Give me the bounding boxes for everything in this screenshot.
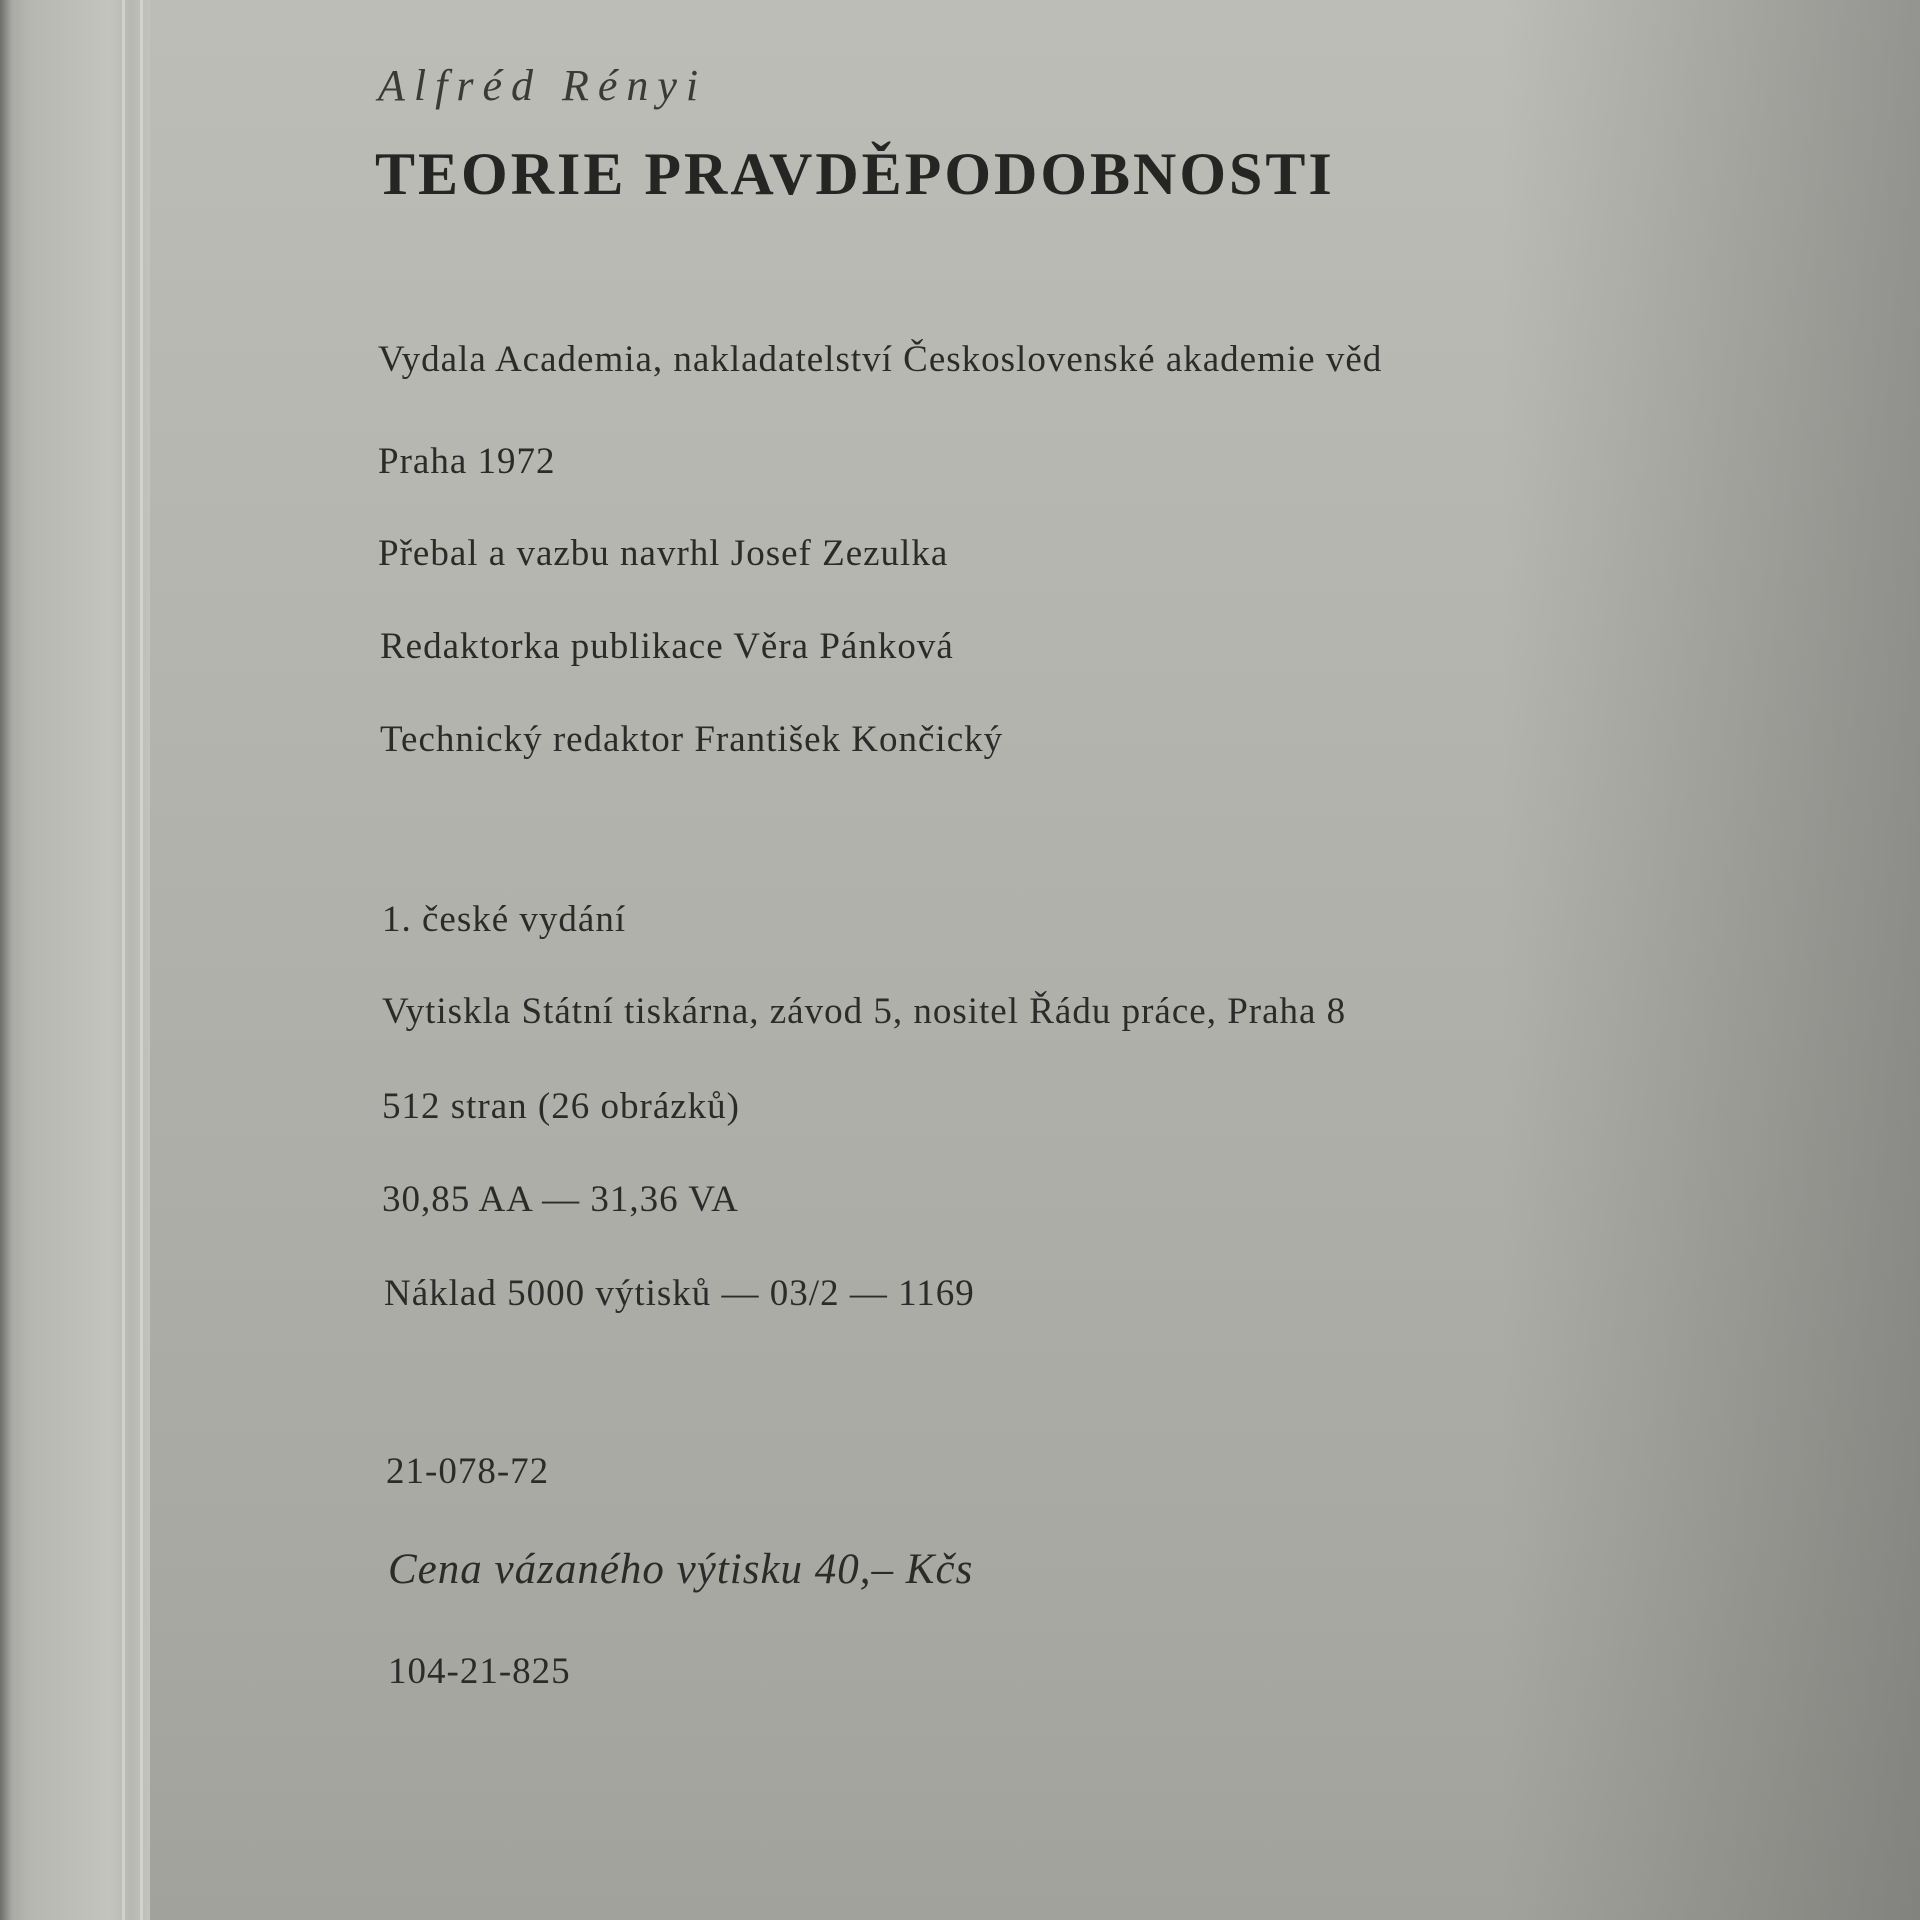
printer-line: Vytiskla Státní tiskárna, závod 5, nositel Řádu práce, Praha 8 <box>382 991 1347 1032</box>
place-year-line: Praha 1972 <box>378 441 556 482</box>
book-title: TEORIE PRAVDĚPODOBNOSTI <box>375 141 1335 207</box>
code-number: 104-21-825 <box>388 1651 571 1692</box>
sheets-line: 30,85 AA — 31,36 VA <box>382 1179 739 1220</box>
price-line: Cena vázaného výtisku 40,– Kčs <box>388 1546 974 1593</box>
page-edge-line <box>140 0 143 1920</box>
technical-editor-line: Technický redaktor František Končický <box>380 719 1004 760</box>
pages-line: 512 stran (26 obrázků) <box>382 1086 740 1127</box>
author-name: Alfréd Rényi <box>378 61 708 110</box>
print-run-line: Náklad 5000 výtisků — 03/2 — 1169 <box>384 1273 975 1314</box>
edition-line: 1. české vydání <box>382 899 627 940</box>
publisher-line: Vydala Academia, nakladatelství Československé akademie věd <box>378 339 1383 380</box>
catalog-number: 21-078-72 <box>386 1451 550 1492</box>
page-edge-line <box>122 0 125 1920</box>
cover-design-line: Přebal a vazbu navrhl Josef Zezulka <box>378 533 949 574</box>
editor-line: Redaktorka publikace Věra Pánková <box>380 626 954 667</box>
page-edge-stack <box>0 0 150 1920</box>
